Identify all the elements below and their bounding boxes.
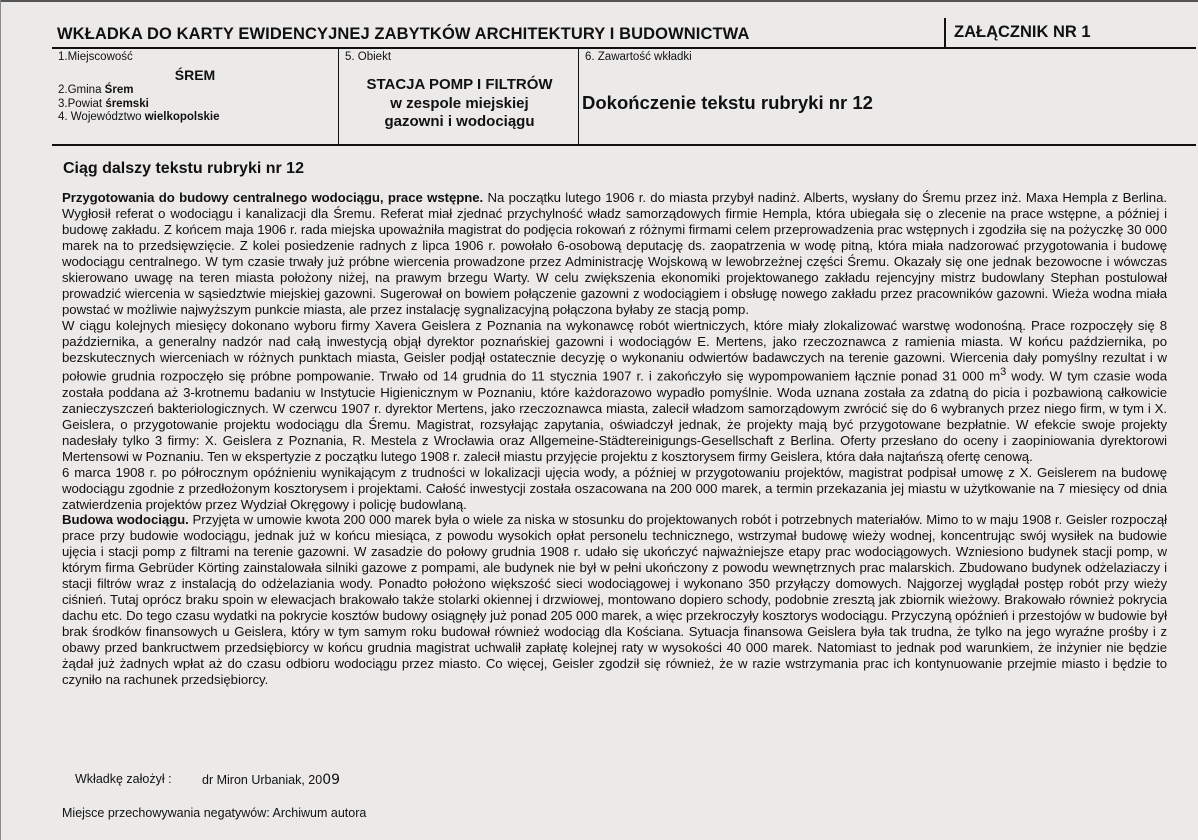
paragraph-heading: Budowa wodociągu.: [62, 512, 189, 528]
contents-cell: [579, 49, 1196, 144]
powiat-label: 3.Powiat: [58, 97, 103, 110]
header-grid: [52, 47, 1196, 146]
annex-label: ZAŁĄCZNIK NR 1: [954, 23, 1091, 41]
woj-row: [58, 111, 220, 125]
paragraph-text: Przyjęta w umowie kwota 200 000 marek była o wiele za niska w stosunku do projektowanych robót i potrzebnych materiałów. Mimo to w maju 1908 r. Geisler rozpoczął prace przy budowie wodociągu, jednak już w końcu miesiąca, z powodu wysokich opłat personelu technicznego, wstrzymał budowę wieży wodnej, koncentrując swój wysiłek na budowie ujęcia i stacji pomp z filtrami na terenie gazowni. W zasadzie do połowy grudnia 1908 r. udało się ukończyć najważniejsze etapy prac wodociągowych. Wzniesiono budynek stacji pomp, w którym firma Gebrüder Körting zainstalowała silniki gazowe z pompami, ale budynek nie był w pełni ukończony z powodu wewnętrznych prac malarskich. Zbudowano budynek odżelaziaczy i stacji filtrów wraz z instalacją do odżelaziania wody. Ponadto położono większość sieci wodociągowej i wykonano 350 przyłączy domowych. Najgorzej wyglądał postęp robót przy wieży ciśnień. Tutaj oprócz braku spoin w elewacjach brakowało także stolarki okiennej i drzwiowej, montowano dopiero schody, podobnie zresztą jak zbiornik wieżowy. Brakowało również pokrycia dachu etc. Do tego czasu wydatki na pokrycie kosztów budowy osiągnęły już ponad 205 000 marek, a więc przekroczyły kosztorys wodociągu. Przyczyną opóźnień i przestojów w budowie był brak środków finansowych u Geislera, który w tym samym roku budował również wodociąg dla Kościana. Sytuacja finansowa Geislera była tak trudna, że tylko na jego wyraźne prośby i z obawy przed bankructwem przedsiębiorcy w końcu grudnia magistrat uchwalił zapłatę kolejnej raty w wysokości 40 000 marek. Natomiast to jednak pod warunkiem, że inżynier nie będzie żądał już żadnych wpłat aż do czasu odbioru wodociągu przez miasto. Co więcej, Geisler zgodził się również, że w razie wstrzymania prac ich kontynuowanie przejmie miasto i będzie to czyniło na rachunek przedsiębiorcy.: [62, 512, 1167, 687]
powiat-value: śremski: [105, 97, 149, 110]
storage-label: Miejsce przechowywania negatywów:: [62, 806, 270, 820]
author-line: [75, 772, 341, 788]
author-label: Wkładkę założył :: [75, 772, 172, 786]
storage-value: Archiwum autora: [272, 806, 367, 820]
top-border: [0, 0, 1198, 2]
paragraph-text: W ciągu kolejnych miesięcy dokonano wyboru firmy Xavera Geislera z Poznania na wykonawcę robót wiertniczych, które miały zlokalizować warstwę wodonośną. Prace rozpoczęły się 8 października, a generalny nadzór nad całą inwestycją objął dyrektor poznańskiej gazowni i wodociągów E. Mertens, jako rzeczoznawca z ramienia miasta. W końcu października, po bezskutecznych wierceniach w różnych punktach miasta, Geisler podjął ostatecznie decyzję o wykonaniu odwiertów badawczych na terenie gazowni. Wiercenia dały pomyślny rezultat i w połowie grudnia rozpoczęło się próbne pompowanie. Trwało od 14 grudnia do 11 stycznia 1907 r. i zakończyło się wypompowaniem łącznie ponad 31 000 m: [62, 317, 1167, 384]
contents-value: Dokończenie tekstu rubryki nr 12: [582, 92, 873, 113]
document-title: WKŁADKA DO KARTY EWIDENCYJNEJ ZABYTKÓW ARCHITEKTURY I BUDOWNICTWA: [57, 25, 750, 43]
object-label: 5. Obiekt: [345, 51, 392, 63]
storage-line: [62, 806, 366, 820]
body-text: [62, 190, 1167, 688]
gmina-label: 2.Gmina: [58, 84, 102, 96]
object-line-2: w zespole miejskiej: [390, 94, 529, 112]
paragraph-contract: [62, 465, 1167, 513]
location-label: 1.Miejscowość: [58, 51, 133, 63]
object-name: [339, 76, 580, 132]
town-name: ŚREM: [174, 67, 216, 83]
section-title: Ciąg dalszy tekstu rubryki nr 12: [63, 160, 304, 177]
paragraph-drilling: [62, 318, 1167, 465]
paragraph-construction: [62, 512, 1167, 687]
annex-divider: [944, 18, 946, 48]
left-border: [0, 0, 1, 840]
paragraph-text: wody. W tym czasie woda została poddana aż 3-krotnemu badaniu w Instytucie Higienicznym w Poznaniu, które każdorazowo wypadło pomyślnie. Woda uznana została za zdatną do picia i pozbawioną całkowicie zanieczyszczeń bakteriologicznych. W czerwcu 1907 r. dyrektor Mertens, jako rzeczoznawca miasta, zalecił władzom samorządowym zwrócić się do 6 wybranych przez niego firm, w tym i X. Geislera, o przygotowanie projektu wodociągu dla Śremu. Magistrat, rozsyłając zapytania, oświadczył jednak, że projekty mają być przygotowane bezpłatnie. W efekcie swoje projekty nadesłały tylko 3 firmy: X. Geislera z Poznania, R. Mestela z Wrocławia oraz Allgemeine-Städtereinigungs-Gesellschaft z Berlina. Oferty przesłano do oceny i zaopiniowania dyrektorowi Mertensowi w Poznaniu. Ten w ekspertyzie z początku lutego 1908 r. zalecił miastu przyjęcie projektu z kosztorysem firmy Geislera, która dała najtańszą ofertę cenową.: [62, 368, 1167, 464]
woj-value: wielkopolskie: [144, 111, 220, 123]
paragraph-text: 6 marca 1908 r. po półrocznym opóźnieniu wynikającym z trudności w lokalizacji ujęcia wody, a później w przygotowaniu projektów, magistrat podpisał umowę z X. Geislerem na budowę wodociągu zgodnie z przedłożonym kosztorysem i projektami. Całość inwestycji została oszacowana na 200 000 marek, a termin przekazania jej miastu w użytkowanie na 7 miesięcy od dnia zatwierdzenia projektów przez Wydział Okręgowy i policję budowlaną.: [62, 464, 1167, 512]
paragraph-preparations: [62, 190, 1167, 318]
location-cell: [52, 49, 338, 144]
object-line-3: gazowni i wodociągu: [384, 113, 535, 130]
author-name: dr Miron Urbaniak, 20: [202, 773, 323, 787]
powiat-row: [58, 98, 220, 112]
contents-label: 6. Zawartość wkładki: [585, 51, 692, 63]
author-year-handwritten: 09: [322, 772, 341, 788]
object-line-1: STACJA POMP I FILTRÓW: [366, 76, 553, 93]
location-rows: [58, 84, 220, 125]
gmina-row: [58, 84, 220, 98]
gmina-value: Śrem: [104, 84, 134, 96]
object-cell: [338, 49, 579, 144]
woj-label: 4. Województwo: [58, 111, 142, 123]
author-value: [202, 772, 340, 788]
superscript: 3: [1000, 366, 1007, 379]
paragraph-text: Na początku lutego 1906 r. do miasta przybył nadinż. Alberts, wysłany do Śremu przez inż. Maxa Hempla z Berlina. Wygłosił referat o wodociągu i kanalizacji dla Śremu. Referat miał zjednać przychylność władz samorządowych firmie Hempla, która ubiegała się o zlecenie na prace wstępne, a później i budowę zakładu. Z końcem maja 1906 r. rada miejska upoważniła magistrat do podjęcia rokowań z różnymi firmami celem przeprowadzenia prac wstępnych i zgodziła się na pożyczkę 30 000 marek na to przedsięwzięcie. Z kolei posiedzenie radnych z lipca 1906 r. powołało 6-osobową deputację ds. zaopatrzenia w wodę pitną, która miała nadzorować przygotowania i budowę wodociągu centralnego. W tym czasie trwały już próbne wiercenia prowadzone przez Administrację Wojskową w lewobrzeżnej części Śremu. Okazały się one jednak bezowocne i wówczas skierowano uwagę na teren miasta położony niżej, na prawym brzegu Warty. W celu zwiększenia ekonomiki projektowanego zakładu rejencyjny mistrz budowlany Stephan postulował prowadzić wiercenia w sąsiedztwie miejskiej gazowni. Sugerował on bowiem połączenie gazowni z wodociągiem i obsługę nowego zakładu przez pracowników gazowni. Wieża wodna miała powstać w możliwie najwyższym punkcie miasta, ale przez instalację sygnalizacyjną połączona byłaby ze stacją pomp.: [62, 190, 1167, 317]
paragraph-heading: Przygotowania do budowy centralnego wodociągu, prace wstępne.: [62, 190, 484, 205]
